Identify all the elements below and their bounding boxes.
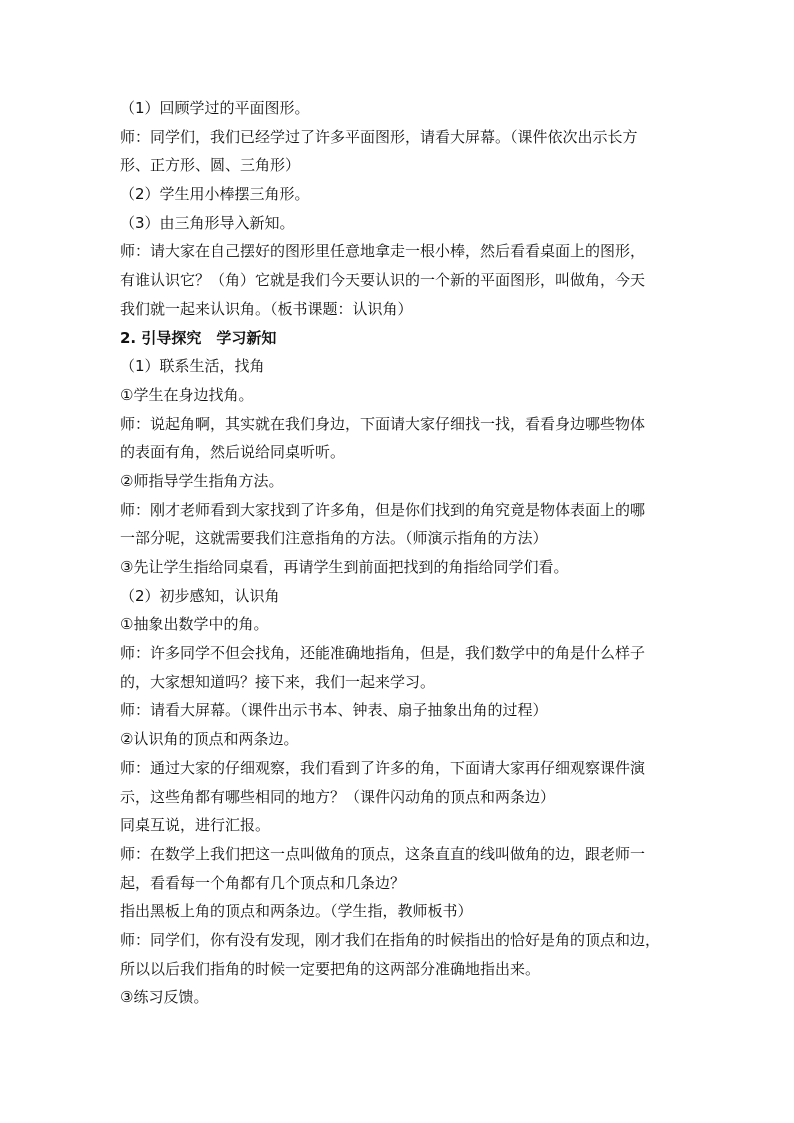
text-line: 形、正方形、圆、三角形） (120, 156, 301, 175)
text-line: （2）初步感知，认识角 (120, 586, 280, 605)
text-line: ②师指导学生指角方法。 (120, 471, 284, 490)
text-line: 师：同学们，我们已经学过了许多平面图形，请看大屏幕。（课件依次出示长方 (120, 127, 638, 146)
text-line: 的，大家想知道吗？接下来，我们一起来学习。 (120, 672, 436, 691)
text-line: ③先让学生指给同桌看，再请学生到前面把找到的角指给同学们看。 (120, 558, 569, 576)
text-line: （2）学生用小棒摆三角形。 (120, 185, 310, 204)
text-line: 师：说起角啊，其实就在我们身边，下面请大家仔细找一找，看看身边哪些物体 (120, 414, 646, 433)
text-line: 师：通过大家的仔细观察，我们看到了许多的角，下面请大家再仔细观察课件演 (120, 758, 646, 777)
text-line: 师：请大家在自己摆好的图形里任意地拿走一根小棒，然后看看桌面上的图形， (120, 242, 646, 261)
text-line: 同桌互说，进行汇报。 (120, 816, 271, 835)
text-line: 的表面有角，然后说给同桌听听。 (120, 443, 346, 462)
text-line: 指出黑板上角的顶点和两条边。（学生指，教师板书） (120, 902, 473, 921)
section-heading: 2. 引导探究 学习新知 (120, 328, 277, 347)
text-line: 师：刚才老师看到大家找到了许多角，但是你们找到的角究竟是物体表面上的哪 (120, 500, 646, 519)
text-line: 我们就一起来认识角。（板书课题：认识角） (120, 299, 413, 318)
document-body (120, 94, 680, 1012)
text-line: （3）由三角形导入新知。 (120, 213, 295, 232)
text-line: ①抽象出数学中的角。 (120, 615, 269, 634)
text-line: 有谁认识它？（角）它就是我们今天要认识的一个新的平面图形，叫做角，今天 (120, 271, 646, 290)
text-line: ①学生在身边找角。 (120, 385, 254, 404)
text-line: 师：许多同学不但会找角，还能准确地指角，但是，我们数学中的角是什么样子 (120, 644, 646, 663)
text-line: ③练习反馈。 (120, 988, 209, 1007)
text-line: 师：同学们，你有没有发现，刚才我们在指角的时候指出的恰好是角的顶点和边， (120, 930, 661, 949)
text-line: 一部分呢，这就需要我们注意指角的方法。（师演示指角的方法） (120, 529, 548, 548)
text-line: 师：在数学上我们把这一点叫做角的顶点，这条直直的线叫做角的边，跟老师一 (120, 844, 646, 863)
text-line: （1）回顾学过的平面图形。 (120, 99, 310, 117)
text-line: 示，这些角都有哪些相同的地方？（课件闪动角的顶点和两条边） (120, 787, 556, 806)
text-line: ②认识角的顶点和两条边。 (120, 730, 299, 749)
text-line: 起，看看每一个角都有几个顶点和几条边？ (120, 873, 406, 892)
text-line: （1）联系生活，找角 (120, 357, 265, 376)
text-line: 师：请看大屏幕。（课件出示书本、钟表、扇子抽象出角的过程） (120, 701, 548, 720)
text-line: 所以以后我们指角的时候一定要把角的这两部分准确地指出来。 (120, 959, 541, 978)
